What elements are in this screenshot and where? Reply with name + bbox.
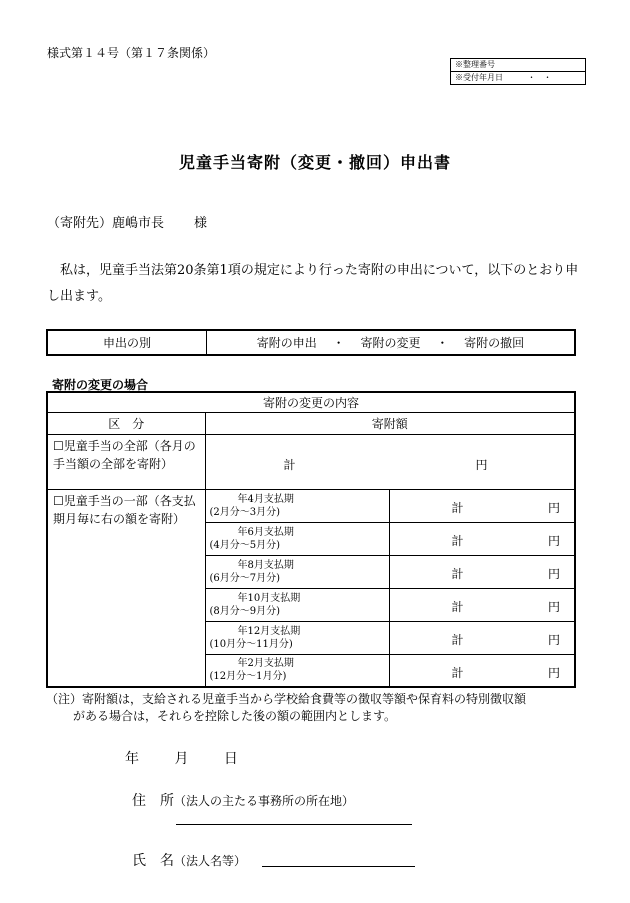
- address-note: （法人の主たる事務所の所在地）: [174, 794, 355, 808]
- total-label: 計: [451, 665, 464, 680]
- period-cell: [205, 654, 389, 687]
- yen-label: 円: [547, 665, 560, 680]
- yen-label: 円: [547, 533, 560, 548]
- option-withdraw[interactable]: 寄附の撤回: [464, 336, 525, 350]
- office-use-box: [450, 58, 586, 85]
- yen-label: 円: [547, 500, 560, 515]
- note: [46, 691, 591, 725]
- period-cell: [205, 522, 389, 555]
- option-separator: ・: [332, 336, 345, 350]
- total-label: 計: [451, 599, 464, 614]
- yen-label: 円: [475, 457, 488, 472]
- addressee: [47, 212, 207, 231]
- total-label: 計: [451, 533, 464, 548]
- option-change[interactable]: 寄附の変更: [360, 336, 421, 350]
- period-months: (8月分～9月分): [209, 605, 281, 617]
- page-title: 児童手当寄附（変更・撤回）申出書: [178, 153, 451, 172]
- total-label: 計: [283, 457, 296, 472]
- period-year: 年2月支払期: [237, 658, 294, 670]
- period-cell: [205, 555, 389, 588]
- change-table: [46, 391, 576, 688]
- name-field: [132, 850, 246, 870]
- note-line-2: がある場合は，それらを控除した後の額の範囲内とします。: [73, 709, 397, 723]
- address-label: 住 所: [132, 793, 174, 809]
- day-label: 日: [223, 751, 238, 767]
- request-type-label: 申出の別: [47, 330, 207, 355]
- column-amount: 寄附額: [205, 412, 575, 434]
- year-label: 年: [125, 751, 139, 767]
- period-cell: [205, 621, 389, 654]
- full-amount-field[interactable]: [205, 434, 575, 489]
- column-category: 区 分: [47, 412, 205, 434]
- date-fields[interactable]: [125, 748, 269, 768]
- addressee-honorific: 様: [194, 216, 208, 231]
- received-date-dots: ・ ・: [527, 73, 552, 82]
- change-table-title: 寄附の変更の内容: [47, 392, 575, 412]
- option-apply[interactable]: 寄附の申出: [256, 336, 317, 350]
- period-months: (10月分～11月分): [209, 638, 293, 650]
- received-date-field: [451, 72, 586, 85]
- period-year: 年4月支払期: [237, 493, 294, 505]
- name-note: （法人名等）: [174, 854, 247, 868]
- period-year: 年12月支払期: [237, 625, 301, 637]
- period-months: (4月分～5月分): [209, 539, 281, 551]
- full-donation-option[interactable]: ☐児童手当の全部（各月の手当額の全部を寄附）: [47, 434, 205, 489]
- period-cell: [205, 588, 389, 621]
- intro-text: 私は，児童手当法第20条第1項の規定により行った寄附の申出について，以下のとおり申し出ます。: [47, 263, 579, 304]
- period-cell: [205, 489, 389, 522]
- address-input-line[interactable]: [176, 806, 412, 825]
- addressee-name: （寄附先）鹿嶋市長: [47, 216, 165, 231]
- yen-label: 円: [547, 632, 560, 647]
- period-months: (2月分～3月分): [209, 506, 281, 518]
- total-label: 計: [451, 500, 464, 515]
- yen-label: 円: [547, 566, 560, 581]
- request-type-table: [46, 329, 576, 356]
- period-months: (12月分～1月分): [209, 671, 287, 683]
- total-label: 計: [451, 566, 464, 581]
- received-date-label: ※受付年月日: [455, 73, 503, 82]
- period-year: 年8月支払期: [237, 559, 294, 571]
- period-amount-field[interactable]: [389, 588, 575, 621]
- total-label: 計: [451, 632, 464, 647]
- change-section-title: 寄附の変更の場合: [52, 378, 149, 392]
- form-number: 様式第１４号（第１７条関係）: [47, 46, 216, 60]
- period-amount-field[interactable]: [389, 555, 575, 588]
- partial-donation-option[interactable]: ☐児童手当の一部（各支払期月毎に右の額を寄附）: [47, 489, 205, 687]
- name-input-line[interactable]: [262, 848, 415, 867]
- period-amount-field[interactable]: [389, 621, 575, 654]
- reference-number-field: ※整理番号: [451, 59, 586, 72]
- note-line-1: （注）寄附額は，支給される児童手当から学校給食費等の徴収等額や保育料の特別徴収額: [46, 692, 527, 706]
- period-amount-field[interactable]: [389, 489, 575, 522]
- name-label: 氏 名: [132, 853, 174, 869]
- request-type-options: [207, 330, 576, 355]
- period-amount-field[interactable]: [389, 522, 575, 555]
- option-separator: ・: [436, 336, 449, 350]
- period-amount-field[interactable]: [389, 654, 575, 687]
- yen-label: 円: [547, 599, 560, 614]
- period-year: 年6月支払期: [237, 526, 294, 538]
- period-year: 年10月支払期: [237, 592, 301, 604]
- month-label: 月: [174, 751, 189, 767]
- period-months: (6月分～7月分): [209, 572, 281, 584]
